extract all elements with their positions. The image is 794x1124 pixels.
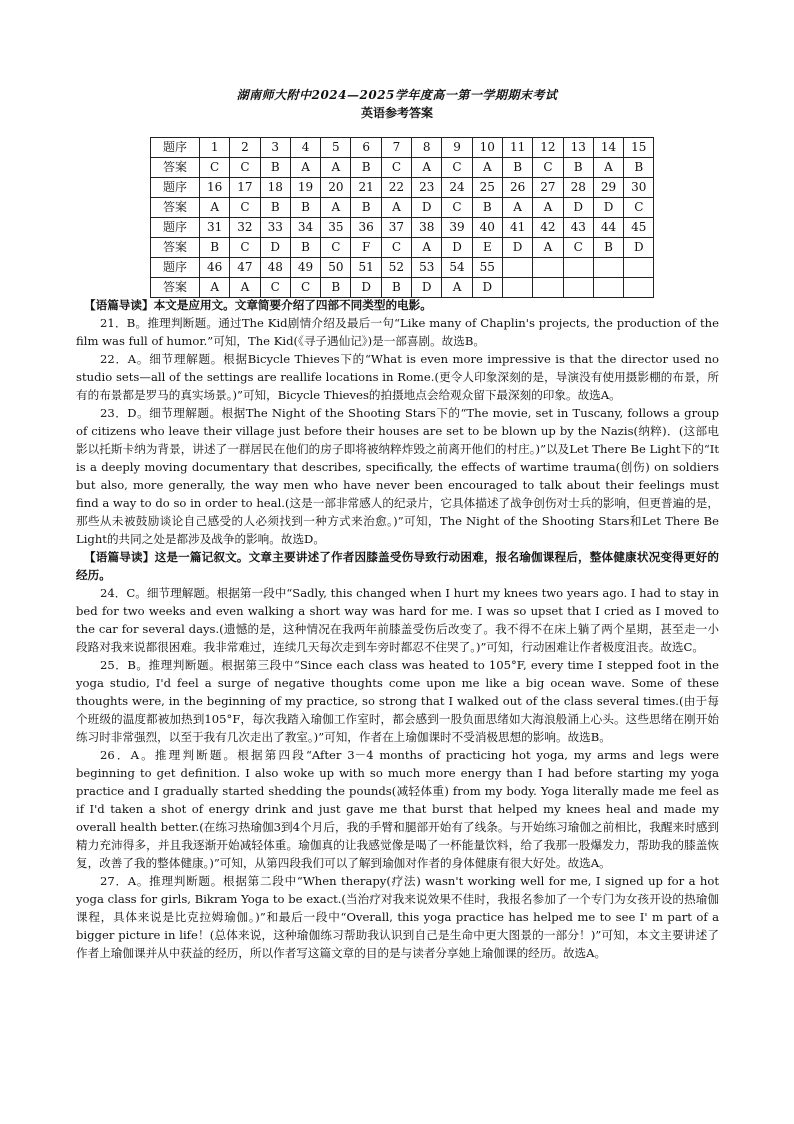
table-cell: B xyxy=(502,158,532,178)
table-cell: A xyxy=(412,238,442,258)
table-cell: 37 xyxy=(381,218,411,238)
table-cell: 28 xyxy=(563,178,593,198)
table-cell: 2 xyxy=(230,138,260,158)
table-cell: 48 xyxy=(260,258,290,278)
table-row xyxy=(151,198,654,218)
table-cell: C xyxy=(442,158,472,178)
passage-intro: 【语篇导读】这是一篇记叙文。文章主要讲述了作者因膝盖受伤导致行动困难，报名瑜伽课程后，整体健康状况变得更好的经历。 xyxy=(76,550,719,582)
table-cell: B xyxy=(290,238,320,258)
table-cell: A xyxy=(381,198,411,218)
table-cell: A xyxy=(533,198,563,218)
table-cell: B xyxy=(321,278,351,298)
table-cell: B xyxy=(260,198,290,218)
row-label: 题序 xyxy=(151,178,200,198)
table-cell: C xyxy=(230,198,260,218)
table-cell xyxy=(593,258,623,278)
row-label: 题序 xyxy=(151,138,200,158)
table-cell: 23 xyxy=(412,178,442,198)
table-cell: 40 xyxy=(472,218,502,238)
answer-explanation: 25．B。推理判断题。根据第三段中“Since each class was heated to 105°F, every time I stepped foot in the yoga studio, I'd feel a surge of negative thoughts come upon me like a big ocean wave. Some of these thoughts were, in the beginning of my practice, so strong that I walked out of the class several times.(由于每个班级的温度都被加热到105°F，每次我踏入瑜伽工作室时，都会感到一股负面思绪如大海浪般涌上心头。这些思绪在刚开始练习时非常强烈，以至于我有几次走出了教室。)”可知，作者在上瑜伽课时不受消极思想的影响。故选B。 xyxy=(76,658,719,744)
table-cell: C xyxy=(230,158,260,178)
table-cell: 53 xyxy=(412,258,442,278)
table-cell: 55 xyxy=(472,258,502,278)
table-cell: B xyxy=(351,158,381,178)
table-cell: C xyxy=(624,198,654,218)
row-label: 答案 xyxy=(151,198,200,218)
table-cell: 51 xyxy=(351,258,381,278)
answer-explanations xyxy=(76,296,719,962)
table-row xyxy=(151,278,654,298)
table-cell: C xyxy=(381,238,411,258)
table-cell: A xyxy=(533,238,563,258)
table-cell: 44 xyxy=(593,218,623,238)
table-cell: A xyxy=(442,278,472,298)
table-cell: 46 xyxy=(200,258,230,278)
table-cell: 32 xyxy=(230,218,260,238)
table-cell: 33 xyxy=(260,218,290,238)
table-cell: 39 xyxy=(442,218,472,238)
table-cell: A xyxy=(472,158,502,178)
table-cell: 35 xyxy=(321,218,351,238)
table-cell: 17 xyxy=(230,178,260,198)
table-cell: F xyxy=(351,238,381,258)
row-label: 答案 xyxy=(151,278,200,298)
table-cell: 26 xyxy=(502,178,532,198)
table-cell: E xyxy=(472,238,502,258)
table-cell xyxy=(624,258,654,278)
table-row xyxy=(151,258,654,278)
table-cell xyxy=(624,278,654,298)
passage-intro: 【语篇导读】本文是应用文。文章简要介绍了四部不同类型的电影。 xyxy=(84,298,432,312)
table-cell: 9 xyxy=(442,138,472,158)
table-cell: 43 xyxy=(563,218,593,238)
table-cell xyxy=(593,278,623,298)
table-cell: 25 xyxy=(472,178,502,198)
table-cell: 15 xyxy=(624,138,654,158)
table-cell: 34 xyxy=(290,218,320,238)
table-cell: D xyxy=(351,278,381,298)
table-cell xyxy=(533,278,563,298)
table-cell xyxy=(563,258,593,278)
table-cell: D xyxy=(593,198,623,218)
table-cell: 8 xyxy=(412,138,442,158)
table-cell: 22 xyxy=(381,178,411,198)
table-cell: B xyxy=(200,238,230,258)
answer-table xyxy=(150,137,654,298)
table-cell: 12 xyxy=(533,138,563,158)
table-cell: C xyxy=(533,158,563,178)
answer-explanation: 27．A。推理判断题。根据第二段中“When therapy(疗法) wasn't working well for me, I signed up for a hot yoga class for girls, Bikram Yoga to be exact.(当治疗对我来说效果不佳时，我报名参加了一个专门为女孩开设的热瑜伽课程，具体来说是比克拉姆瑜伽。)”和最后一段中“Overall, this yoga practice has helped me to see I' m part of a bigger picture in life！(总体来说，这种瑜伽练习帮助我认识到自己是生命中更大图景的一部分！)”可知，本文主要讲述了作者上瑜伽课并从中获益的经历，所以作者写这篇文章的目的是与读者分享她上瑜伽课的经历。故选A。 xyxy=(76,874,719,960)
table-cell: 16 xyxy=(200,178,230,198)
table-cell: 24 xyxy=(442,178,472,198)
table-cell: 30 xyxy=(624,178,654,198)
table-cell: 7 xyxy=(381,138,411,158)
table-cell: C xyxy=(260,278,290,298)
table-cell xyxy=(533,258,563,278)
table-cell: A xyxy=(412,158,442,178)
table-cell: 18 xyxy=(260,178,290,198)
table-cell: D xyxy=(502,238,532,258)
table-row xyxy=(151,238,654,258)
table-cell: A xyxy=(502,198,532,218)
table-cell: C xyxy=(230,238,260,258)
table-cell: B xyxy=(381,278,411,298)
table-row xyxy=(151,218,654,238)
table-cell: A xyxy=(230,278,260,298)
table-cell: B xyxy=(260,158,290,178)
table-cell: B xyxy=(472,198,502,218)
table-cell: 42 xyxy=(533,218,563,238)
table-cell xyxy=(502,258,532,278)
table-cell: D xyxy=(624,238,654,258)
table-cell xyxy=(563,278,593,298)
table-cell: 27 xyxy=(533,178,563,198)
table-cell: 31 xyxy=(200,218,230,238)
table-cell: 49 xyxy=(290,258,320,278)
table-cell: D xyxy=(412,198,442,218)
table-cell: 36 xyxy=(351,218,381,238)
table-cell: 1 xyxy=(200,138,230,158)
answer-explanation: 23．D。细节理解题。根据The Night of the Shooting Stars下的“The movie, set in Tuscany, follows a group of citizens who leave their village just before their houses are set to be blown up by the Nazis(纳粹)．(这部电影以托斯卡纳为背景，讲述了一群居民在他们的房子即将被纳粹炸毁之前离开他们的村庄。)”以及Let There Be Light下的“It is a deeply moving documentary that describes, specifically, the effects of wartime trauma(创伤) on soldiers but also, more generally, the way men who have never been encouraged to talk about their feelings must find a way to do so in order to heal.(这是一部非常感人的纪录片，它具体描述了战争创伤对士兵的影响，但更普遍的是，那些从未被鼓励谈论自己感受的人必须找到一种方式来治愈。)”可知，The Night of the Shooting Stars和Let There Be Light的共同之处是都涉及战争的影响。故选D。 xyxy=(76,406,719,546)
row-label: 答案 xyxy=(151,158,200,178)
table-cell: C xyxy=(321,238,351,258)
table-cell: 29 xyxy=(593,178,623,198)
table-cell: 6 xyxy=(351,138,381,158)
table-cell xyxy=(502,278,532,298)
table-cell: 52 xyxy=(381,258,411,278)
table-cell: C xyxy=(200,158,230,178)
table-cell: 10 xyxy=(472,138,502,158)
table-cell: 11 xyxy=(502,138,532,158)
table-cell: 4 xyxy=(290,138,320,158)
table-cell: D xyxy=(260,238,290,258)
table-cell: 19 xyxy=(290,178,320,198)
row-label: 题序 xyxy=(151,258,200,278)
table-cell: D xyxy=(412,278,442,298)
table-cell: D xyxy=(472,278,502,298)
table-cell: C xyxy=(381,158,411,178)
table-cell: 14 xyxy=(593,138,623,158)
table-cell: A xyxy=(290,158,320,178)
table-cell: D xyxy=(563,198,593,218)
table-cell: C xyxy=(563,238,593,258)
table-cell: D xyxy=(442,238,472,258)
table-cell: C xyxy=(442,198,472,218)
table-cell: 50 xyxy=(321,258,351,278)
table-row xyxy=(151,178,654,198)
table-cell: A xyxy=(200,278,230,298)
table-cell: 45 xyxy=(624,218,654,238)
table-cell: 5 xyxy=(321,138,351,158)
answer-explanation: 22．A。细节理解题。根据Bicycle Thieves下的“What is even more impressive is that the director used no studio sets—all of the settings are reallife locations in Rome.(更令人印象深刻的是，导演没有使用摄影棚的布景，所有的布景都是罗马的真实场景。)”可知，Bicycle Thieves的拍摄地点会给观众留下最深刻的印象。故选A。 xyxy=(76,352,719,402)
table-cell: C xyxy=(290,278,320,298)
table-cell: B xyxy=(563,158,593,178)
answer-explanation: 21．B。推理判断题。通过The Kid剧情介绍及最后一句“Like many of Chaplin's projects, the production of the film was full of humor.”可知，The Kid(《寻子遇仙记》)是一部喜剧。故选B。 xyxy=(76,316,719,348)
table-cell: A xyxy=(321,158,351,178)
table-cell: A xyxy=(200,198,230,218)
table-row xyxy=(151,138,654,158)
table-cell: 38 xyxy=(412,218,442,238)
answer-explanation: 24．C。细节理解题。根据第一段中“Sadly, this changed when I hurt my knees two years ago. I had to stay in bed for two weeks and even walking a short way was hard for me. I was so upset that I cried as I moved to the car for several days.(遗憾的是，这种情况在我两年前膝盖受伤后改变了。我不得不在床上躺了两个星期，甚至走一小段路对我来说都很困难。我非常难过，连续几天每次走到车旁时都忍不住哭了。)”可知，行动困难让作者极度沮丧。故选C。 xyxy=(76,586,719,654)
table-cell: B xyxy=(290,198,320,218)
table-cell: 54 xyxy=(442,258,472,278)
page-title: 湖南师大附中2024—2025学年度高一第一学期期末考试 xyxy=(236,88,558,102)
table-cell: B xyxy=(351,198,381,218)
table-cell: 41 xyxy=(502,218,532,238)
table-cell: 3 xyxy=(260,138,290,158)
table-cell: 20 xyxy=(321,178,351,198)
table-cell: A xyxy=(593,158,623,178)
table-cell: 47 xyxy=(230,258,260,278)
table-cell: A xyxy=(321,198,351,218)
table-cell: B xyxy=(593,238,623,258)
table-row xyxy=(151,158,654,178)
row-label: 答案 xyxy=(151,238,200,258)
page-subtitle: 英语参考答案 xyxy=(360,106,433,120)
row-label: 题序 xyxy=(151,218,200,238)
table-cell: 13 xyxy=(563,138,593,158)
answer-explanation: 26．A。推理判断题。根据第四段“After 3－4 months of practicing hot yoga, my arms and legs were beginning to get definition. I also woke up with so much more energy than I had before starting my yoga practice and I gradually started shedding the pounds(减轻体重) from my body. Yoga literally made me feel as if I'd taken a shot of energy drink and just gave me that burst that helped my knees heal and made my overall health better.(在练习热瑜伽3到4个月后，我的手臂和腿部开始有了线条。与开始练习瑜伽之前相比，我醒来时感到精力充沛得多，并且我逐渐开始减轻体重。瑜伽真的让我感觉像是喝了一杯能量饮料，给了我那一股爆发力，帮助我的膝盖恢复，改善了我的整体健康。)”可知，从第四段我们可以了解到瑜伽对作者的身体健康有很大好处。故选A。 xyxy=(76,748,719,870)
table-cell: 21 xyxy=(351,178,381,198)
table-cell: B xyxy=(624,158,654,178)
